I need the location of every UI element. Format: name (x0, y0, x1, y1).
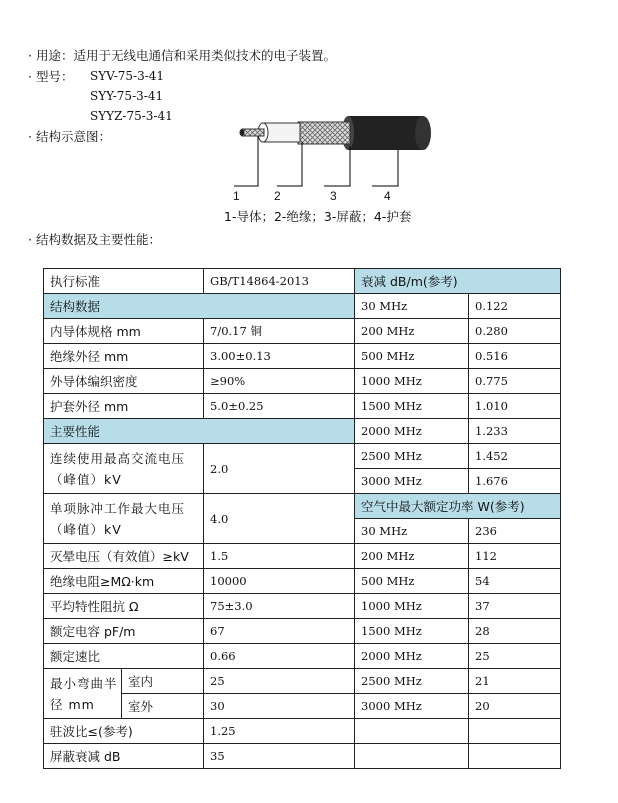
cell: 3000 MHz (355, 469, 469, 494)
section-header: 空气中最大额定功率 W(参考) (355, 494, 561, 519)
table-row (44, 444, 561, 469)
cell: 4.0 (204, 494, 355, 544)
cell: 5.0±0.25 (204, 394, 355, 419)
cell: 500 MHz (355, 344, 469, 369)
table-row (44, 394, 561, 419)
cell: 200 MHz (355, 544, 469, 569)
cell: 0.122 (469, 294, 561, 319)
cell: 绝缘外径 mm (44, 344, 204, 369)
cell: 0.280 (469, 319, 561, 344)
cell: 1.676 (469, 469, 561, 494)
cable-structure-diagram (230, 110, 440, 190)
model-item: SYV-75-3-41 (90, 69, 165, 83)
cell: 2.0 (204, 444, 355, 494)
empty-cell (355, 744, 469, 769)
cell: 室外 (122, 694, 204, 719)
cell: 21 (469, 669, 561, 694)
table-row (44, 419, 561, 444)
section-header: 衰减 dB/m(参考) (355, 269, 561, 294)
cell: 屏蔽衰减 dB (44, 744, 204, 769)
cell: 2500 MHz (355, 444, 469, 469)
cell: 10000 (204, 569, 355, 594)
cell: 额定电容 pF/m (44, 619, 204, 644)
cell: 75±3.0 (204, 594, 355, 619)
empty-cell (469, 744, 561, 769)
diagram-label: · 结构示意图： (28, 129, 111, 144)
cell: 25 (469, 644, 561, 669)
cell: 绝缘电阻≥MΩ·km (44, 569, 204, 594)
cell: 2000 MHz (355, 644, 469, 669)
diagram-caption: 1-导体；2-绝缘；3-屏蔽；4-护套 (224, 209, 412, 224)
usage-line (28, 46, 336, 64)
cell: 1000 MHz (355, 594, 469, 619)
cell: 25 (204, 669, 355, 694)
cell: 内导体规格 mm (44, 319, 204, 344)
cell: 30 MHz (355, 294, 469, 319)
cell: 1.010 (469, 394, 561, 419)
cell: 500 MHz (355, 569, 469, 594)
cell: 35 (204, 744, 355, 769)
cell: 1.5 (204, 544, 355, 569)
cell: 连续使用最高交流电压（峰值）kV (44, 444, 204, 494)
table-row (44, 269, 561, 294)
cell: 28 (469, 619, 561, 644)
cell: ≥90% (204, 369, 355, 394)
section-header: 结构数据 (44, 294, 355, 319)
label-3: 3 (330, 189, 337, 203)
cell: 30 (204, 694, 355, 719)
table-row (44, 594, 561, 619)
model-item: SYYZ-75-3-41 (90, 109, 173, 123)
cell: 2000 MHz (355, 419, 469, 444)
model-item: SYY-75-3-41 (90, 89, 164, 103)
cell: 7/0.17 铜 (204, 319, 355, 344)
cell: 2500 MHz (355, 669, 469, 694)
cell: 67 (204, 619, 355, 644)
cell: 20 (469, 694, 561, 719)
empty-cell (355, 719, 469, 744)
label-1: 1 (233, 189, 240, 203)
cell: 1.25 (204, 719, 355, 744)
cell: 单项脉冲工作最大电压（峰值）kV (44, 494, 204, 544)
cell: 200 MHz (355, 319, 469, 344)
usage-label: · 用途： (28, 48, 74, 63)
cell: 1.233 (469, 419, 561, 444)
table-row (44, 719, 561, 744)
cell: 1500 MHz (355, 619, 469, 644)
cell: 1.452 (469, 444, 561, 469)
cell: 112 (469, 544, 561, 569)
cell: 平均特性阻抗 Ω (44, 594, 204, 619)
cell: 0.66 (204, 644, 355, 669)
cell: 30 MHz (355, 519, 469, 544)
table-row (44, 669, 561, 694)
table-row (44, 344, 561, 369)
cell: 室内 (122, 669, 204, 694)
cell: 54 (469, 569, 561, 594)
empty-cell (469, 719, 561, 744)
table-row (44, 369, 561, 394)
table-row (44, 644, 561, 669)
table-row (44, 544, 561, 569)
label-2: 2 (274, 189, 281, 203)
cell: 37 (469, 594, 561, 619)
cell: 额定速比 (44, 644, 204, 669)
table-row (44, 569, 561, 594)
cell: 3000 MHz (355, 694, 469, 719)
cell: 1500 MHz (355, 394, 469, 419)
cell: 外导体编织密度 (44, 369, 204, 394)
section-title: · 结构数据及主要性能： (28, 232, 161, 247)
table-row (44, 744, 561, 769)
jacket (342, 116, 431, 150)
spec-table (43, 268, 561, 769)
table-row (44, 619, 561, 644)
table-row (44, 319, 561, 344)
cell: 最小弯曲半径 mm (44, 669, 122, 719)
cell: 236 (469, 519, 561, 544)
conductor (242, 129, 264, 136)
table-row (44, 494, 561, 519)
cell: 1000 MHz (355, 369, 469, 394)
cell: 灭晕电压（有效值）≥kV (44, 544, 204, 569)
cell: 3.00±0.13 (204, 344, 355, 369)
label-4: 4 (384, 189, 391, 203)
usage-text: 适用于无线电通信和采用类似技术的电子装置。 (73, 48, 336, 63)
cell: 驻波比≤(参考) (44, 719, 204, 744)
cell: 执行标准 (44, 269, 204, 294)
section-header: 主要性能 (44, 419, 355, 444)
cell: GB/T14864-2013 (204, 269, 355, 294)
table-row (44, 694, 561, 719)
model-label: · 型号： (28, 69, 74, 84)
cell: 护套外径 mm (44, 394, 204, 419)
table-row (44, 294, 561, 319)
cell: 0.775 (469, 369, 561, 394)
shield-braid (298, 122, 350, 144)
cell: 0.516 (469, 344, 561, 369)
